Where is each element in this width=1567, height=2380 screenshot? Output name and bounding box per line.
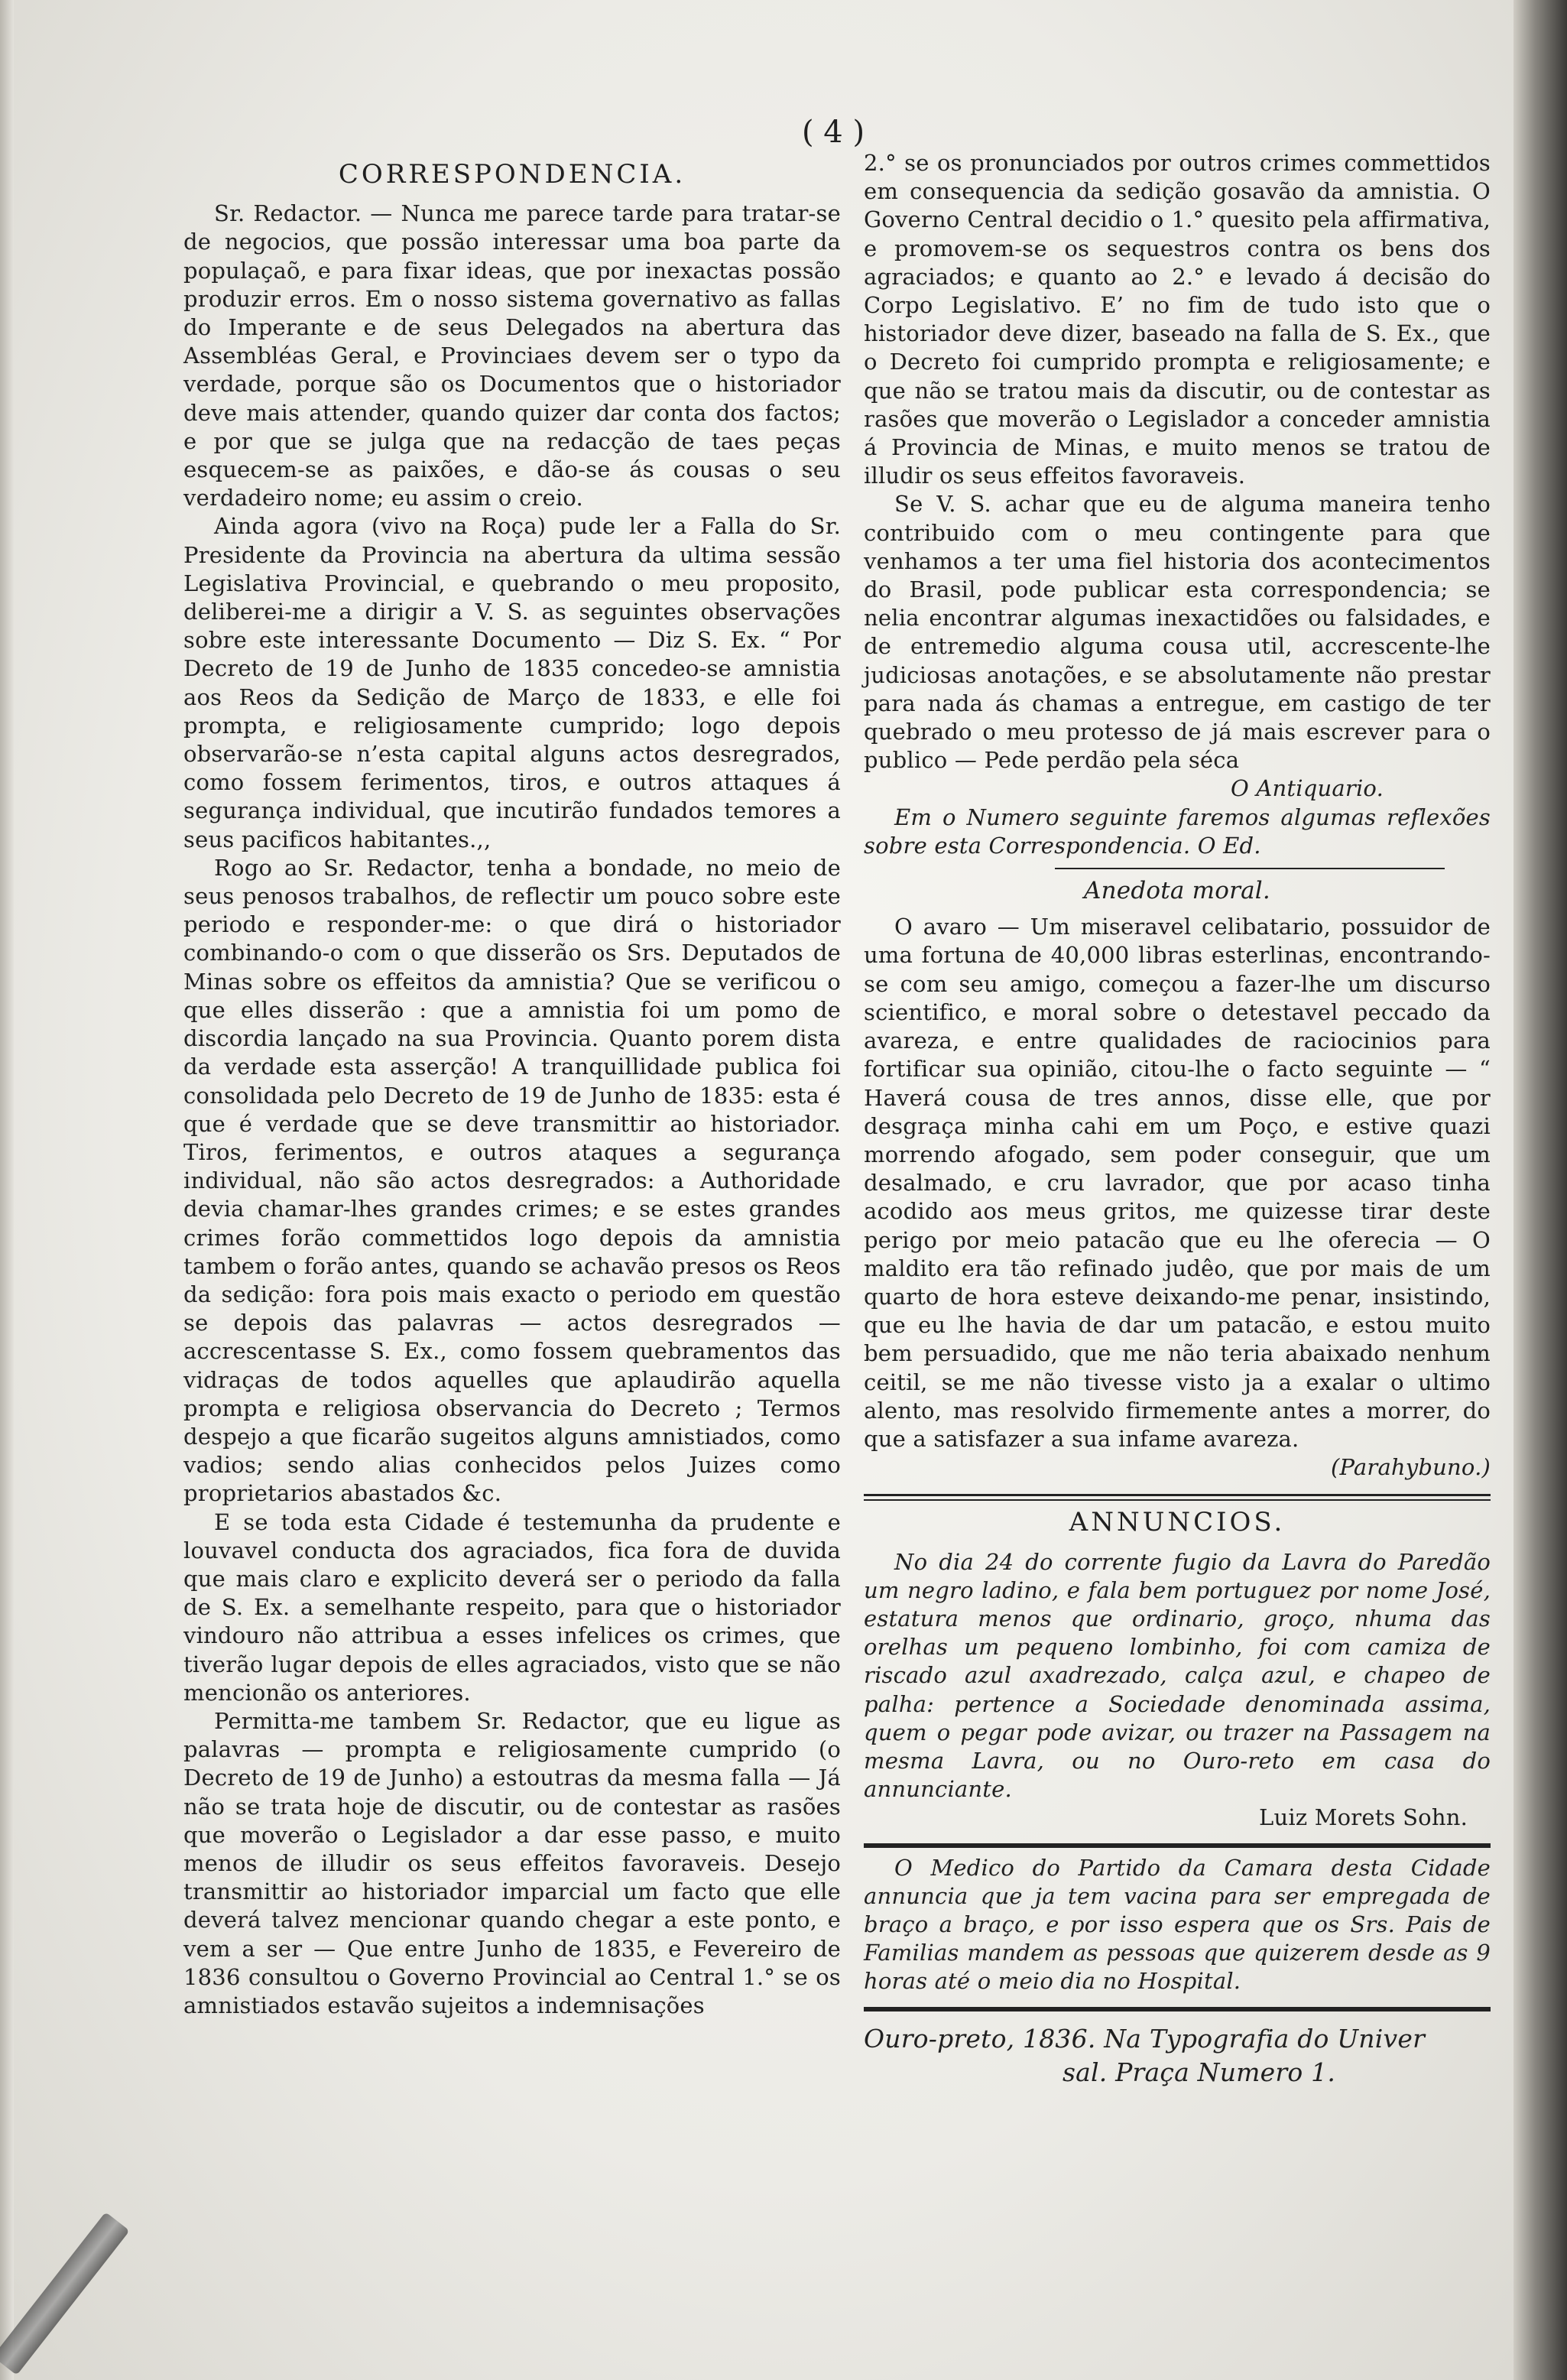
imprint — [864, 2022, 1491, 2089]
paragraph: E se toda esta Cidade é testemunha da prudente e louvavel conducta dos agraciados, fica fora de duvida que mais claro e explicito deverá ser o periodo da falla de S. Ex. a semelhante respeito, para que o historiador vindouro não attribua a esses infelices os crimes, que tiverão lugar depois de elles agraciados, visto que se não mencionão os anteriores. — [183, 1508, 841, 1706]
left-column — [183, 153, 841, 2020]
divider — [864, 1843, 1491, 1848]
editor-note-sig: O Ed. — [1197, 832, 1261, 859]
announcement-signature: Luiz Morets Sohn. — [1259, 1804, 1468, 1831]
paragraph: Se V. S. achar que eu de alguma maneira tenho contribuido com o meu contingente para que venhamos a ter uma fiel historia dos acontecimentos do Brasil, pode publicar esta correspondencia; se nelia encontrar algumas inexactidões ou falsidades, e de entremedio alguma cousa util, accrescente-lhe judiciosas anotações, e se absolutamente não prestar para nada ás chamas a entregue, em castigo de ter quebrado o meu protesso de já mais escrever para o publico — Pede perdão pela séca — [864, 491, 1491, 774]
divider — [864, 2007, 1491, 2011]
page-number: ( 4 ) — [801, 115, 865, 150]
page-right-edge-shadow — [1513, 0, 1567, 2380]
correspondence-heading: CORRESPONDENCIA. — [338, 159, 686, 190]
page-left-edge — [0, 0, 14, 2380]
pen-object — [0, 2212, 130, 2375]
announcement: O Medico do Partido da Camara desta Cidade annuncia que ja tem vacina para ser empregada de braço a braço, e por isso espera que os Srs. Pais de Familias mandem as pessoas que quizerem desde as 9 horas até o meio dia no Hospital. — [864, 1854, 1491, 1995]
paragraph: Rogo ao Sr. Redactor, tenha a bondade, no meio de seus penosos trabalhos, de reflectir um pouco sobre este periodo e responder-me: o que dirá o historiador combinando-o com o que disserão os Srs. Deputados de Minas sobre os effeitos da amnistia? Que se verificou o que elles disserão : que a amnistia foi um pomo de discordia lançado na sua Provincia. Quanto porem dista da verdade esta asserção! A tranquillidade publica foi consolidada pelo Decreto de 19 de Junho de 1835: esta é que é verdade que se deve transmittir ao historiador. Tiros, ferimentos, e outros ataques a segurança individual, não são actos desregrados: a Authoridade devia chamar-lhes grandes crimes; e se estes grandes crimes forão commettidos logo depois da amnistia tambem o forão antes, quando se achavão presos os Reos da sedição: fora pois mais exacto o periodo em questão se depois das palavras — actos desregrados — accrescentasse S. Ex., como fossem quebramentos das vidraças de todos aquelles que aplaudirão aquella prompta e religiosa observancia do Decreto ; Termos despejo a que ficarão sugeitos alguns amnistiados, como vadios; sendo alias conhecidos pelos Juizes como proprietarios abastados &c. — [183, 854, 841, 1507]
editor-note — [864, 804, 1491, 860]
right-column — [864, 149, 1491, 2089]
divider — [1055, 868, 1445, 869]
announcements-heading: ANNUNCIOS. — [1069, 1507, 1286, 1538]
imprint-line: sal. Praça Numero 1. — [1063, 2057, 1336, 2087]
divider — [864, 1494, 1491, 1501]
paragraph: 2.° se os pronunciados por outros crimes commettidos em consequencia da sedição gosavão da amnistia. O Governo Central decidio o 1.° quesito pela affirmativa, e promovem-se os sequestros contra os bens dos agraciados; e quanto ao 2.° e levado á decisão do Corpo Legislativo. E’ no fim de tudo isto que o historiador deve dizer, baseado na falla de S. Ex., que o Decreto foi cumprido prompta e religiosamente; e que não se tratou mais da discutir, ou de contestar as rasões que moverão o Legislador a conceder amnistia á Provincia de Minas, e muito menos se tratou de illudir os seus effeitos favoraveis. — [864, 150, 1491, 489]
paragraph: Sr. Redactor. — Nunca me parece tarde para tratar-se de negocios, que possão interessar uma boa parte da populaçaõ, e para fixar ideas, que por inexactas possão produzir erros. Em o nosso sistema governativo as fallas do Imperante e de seus Delegados na abertura das Assembléas Geral, e Provinciaes devem ser o typo da verdade, porque são os Documentos que o historiador deve mais attender, quando quizer dar conta dos factos; e por que se julga que na redacção de taes peças esquecem-se as paixões, e dão-se ás cousas o seu verdadeiro nome; eu assim o creio. — [183, 200, 841, 511]
anecdote-heading: Anedota moral. — [1084, 877, 1270, 905]
paragraph: Ainda agora (vivo na Roça) pude ler a Falla do Sr. Presidente da Provincia na abertura da ultima sessão Legislativa Provincial, e quebrando o meu proposito, deliberei-me a dirigir a V. S. as seguintes observações sobre este interessante Documento — Diz S. Ex. “ Por Decreto de 19 de Junho de 1835 concedeo-se amnistia aos Reos da Sedição de Março de 1833, e elle foi prompta, e religiosamente cumprido; logo depois observarão-se n’esta capital alguns actos desregrados, como fossem ferimentos, tiros, e outros attaques á segurança individual, que incutirão fundados temores a seus pacificos habitantes.,, — [183, 513, 841, 852]
announcements — [864, 1548, 1491, 1996]
imprint-line: Ouro-preto, 1836. Na Typografia do Univer — [864, 2023, 1426, 2054]
anecdote-signature: (Parahybuno.) — [1330, 1454, 1491, 1481]
signature: O Antiquario. — [1231, 775, 1384, 802]
editor-note-text: Em o Numero seguinte faremos algumas reflexões sobre esta Correspondencia. — [864, 804, 1491, 859]
paragraph: Permitta-me tambem Sr. Redactor, que eu ligue as palavras — prompta e religiosamente cumprido (o Decreto de 19 de Junho) a estoutras da mesma falla — Já não se trata hoje de discutir, ou de contestar as rasões que moverão o Legislador a dar esse passo, e muito menos de illudir os seus effeitos favoraveis. Desejo transmittir ao historiador imparcial um facto que elle deverá talvez mencionar quando chegar a este ponto, e vem a ser — Que entre Junho de 1835, e Fevereiro de 1836 consultou o Governo Provincial ao Central 1.° se os amnistiados estavão sujeitos a indemnisações — [183, 1707, 841, 2018]
anecdote-text: O avaro — Um miseravel celibatario, possuidor de uma fortuna de 40,000 libras esterlinas, encontrando-se com seu amigo, começou a fazer-lhe um discurso scientifico, e moral sobre o detestavel peccado da avareza, e entre qualidades de raciocinios para fortificar sua opinião, citou-lhe o facto seguinte — “ Haverá cousa de tres annos, disse elle, que por desgraça minha cahi em um Poço, e estive quazi morrendo afogado, sem poder conseguir, que um desalmado, e cru lavrador, que por acaso tinha acodido aos meus gritos, me quizesse tirar deste perigo por meio patacão que eu lhe oferecia — O maldito era tão refinado judêo, que por mais de um quarto de hora esteve deixando-me penar, insistindo, que eu lhe havia de dar um patacão, e estou muito bem persuadido, que me não teria abaixado nenhum ceitil, se me não tivesse visto ja a exalar o ultimo alento, mas resolvido firmemente antes a morrer, do que a satisfazer a sua infame avareza. — [864, 914, 1491, 1452]
announcement: No dia 24 do corrente fugio da Lavra do Paredão um negro ladino, e fala bem portuguez por nome José, estatura menos que ordinario, groço, nhuma das orelhas um pequeno lombinho, foi com camiza de riscado azul axadrezado, calça azul, e chapeo de palha: pertence a Sociedade denominada assima, quem o pegar pode avizar, ou trazer na Passagem na mesma Lavra, ou no Ouro-reto em casa do annunciante. — [864, 1548, 1491, 1803]
